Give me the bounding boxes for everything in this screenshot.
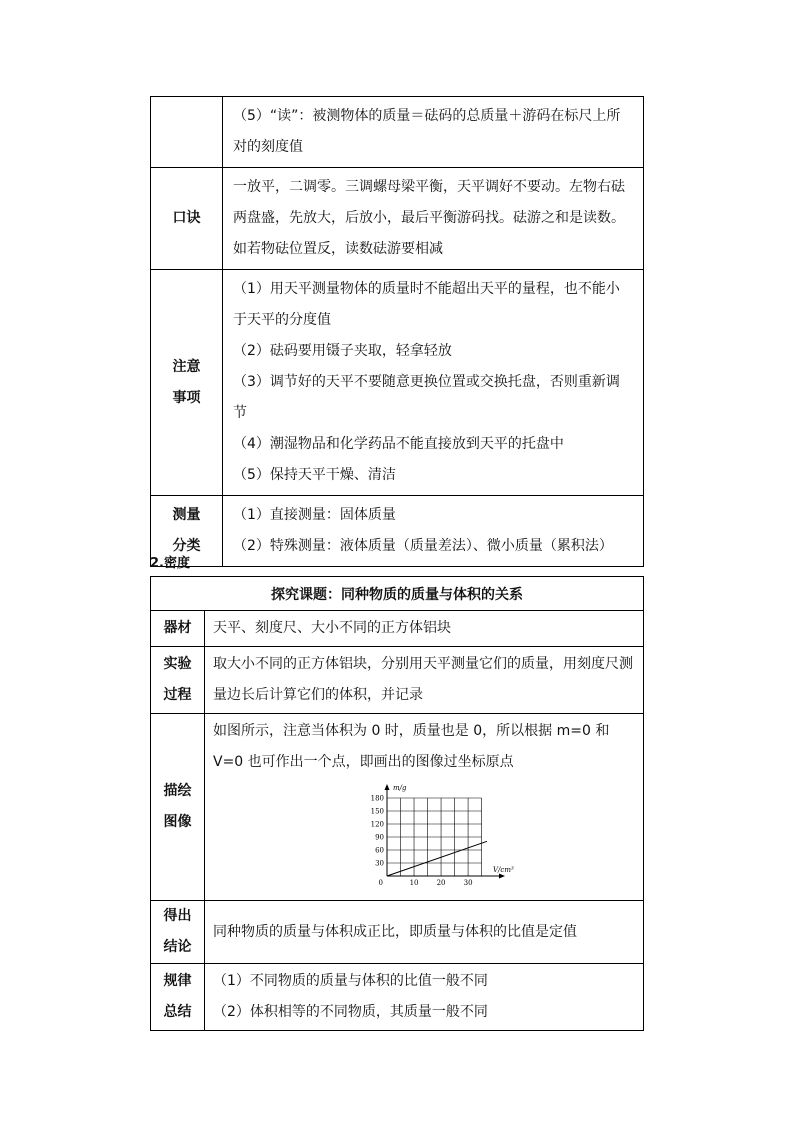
process-text: 取大小不同的正方体铝块，分别用天平测量它们的质量，用刻度尺测量边长后计算它们的体积，并记录 xyxy=(205,647,644,714)
y-tick-label: 150 xyxy=(370,807,384,816)
row-label-conclusion xyxy=(151,901,205,964)
table-row xyxy=(151,901,644,964)
list-item: （2）砝码要用镊子夹取，轻拿轻放 xyxy=(233,343,452,359)
row-label-graph xyxy=(151,714,205,901)
list-item: （3）调节好的天平不要随意更换位置或交换托盘，否则重新调节 xyxy=(233,374,620,421)
row-label-types-text: 测量分类 xyxy=(172,507,201,554)
mass-volume-chart xyxy=(355,784,514,894)
y-tick-label: 90 xyxy=(375,833,384,842)
summary-list xyxy=(205,964,644,1031)
y-tick-label: 120 xyxy=(370,820,384,829)
row-label-graph-text: 描绘图像 xyxy=(163,783,192,830)
row-label-process xyxy=(151,647,205,714)
experiment-header: 探究课题：同种物质的质量与体积的关系 xyxy=(151,577,644,611)
x-axis-label: V/cm³ xyxy=(493,866,514,874)
row-label-equipment: 器材 xyxy=(151,611,205,647)
y-axis-arrow xyxy=(385,784,390,790)
y-tick-label: 60 xyxy=(375,846,384,855)
read-step-text: （5）“读”：被测物体的质量＝砝码的总质量＋游码在标尺上所对的刻度值 xyxy=(223,97,644,168)
table-row xyxy=(151,964,644,1031)
row-label-process-text: 实验过程 xyxy=(163,656,192,703)
balance-usage-table xyxy=(150,96,644,567)
row-label-summary-text: 规律总结 xyxy=(163,973,192,1020)
y-tick-label: 180 xyxy=(370,794,384,803)
conclusion-text: 同种物质的质量与体积成正比，即质量与体积的比值是定值 xyxy=(205,901,644,964)
list-item: （1）不同物质的质量与体积的比值一般不同 xyxy=(213,973,488,989)
x-axis-arrow xyxy=(499,874,505,879)
row-label-conclusion-text: 得出结论 xyxy=(163,908,192,955)
list-item: （2）特殊测量：液体质量（质量差法）、微小质量（累积法） xyxy=(233,538,613,554)
table-row xyxy=(151,496,644,567)
types-list xyxy=(223,496,644,567)
x-tick-label: 20 xyxy=(436,879,446,887)
row-label-summary xyxy=(151,964,205,1031)
list-item: （4）潮湿物品和化学药品不能直接放到天平的托盘中 xyxy=(233,436,564,452)
x-tick-label: 30 xyxy=(463,879,473,887)
equipment-text: 天平、刻度尺、大小不同的正方体铝块 xyxy=(205,611,644,647)
row-label-empty xyxy=(151,97,223,168)
y-axis-label: m/g xyxy=(393,784,407,792)
list-item: （1）用天平测量物体的质量时不能超出天平的量程，也不能小于天平的分度值 xyxy=(233,281,620,328)
table-row xyxy=(151,647,644,714)
table-row xyxy=(151,270,644,496)
table-row xyxy=(151,168,644,270)
row-label-mnemonic: 口诀 xyxy=(151,168,223,270)
table-row xyxy=(151,611,644,647)
list-item: （1）直接测量：固体质量 xyxy=(233,507,396,523)
graph-description: 如图所示，注意当体积为 0 时，质量也是 0，所以根据 m=0 和 V=0 也可作出一个点，即画出的图像过坐标原点 xyxy=(213,723,610,770)
row-label-notes xyxy=(151,270,223,496)
table-row xyxy=(151,714,644,901)
notes-list xyxy=(223,270,644,496)
mass-volume-line xyxy=(387,841,487,876)
list-item: （5）保持天平干燥、清洁 xyxy=(233,467,396,483)
section-title: 2.密度 xyxy=(150,556,190,571)
table-row xyxy=(151,577,644,611)
row-label-notes-text: 注意事项 xyxy=(172,358,201,406)
density-experiment-table xyxy=(150,576,644,1031)
origin-label: 0 xyxy=(378,879,383,887)
list-item: （2）体积相等的不同物质，其质量一般不同 xyxy=(213,1004,488,1020)
table-row xyxy=(151,97,644,168)
graph-cell xyxy=(205,714,644,901)
mnemonic-text: 一放平，二调零。三调螺母梁平衡，天平调好不要动。左物右砝两盘盛，先放大，后放小，最后平衡游码找。砝游之和是读数。如若物砝位置反，读数砝游要相减 xyxy=(223,168,644,270)
y-tick-label: 30 xyxy=(375,859,384,868)
x-tick-label: 10 xyxy=(409,879,419,887)
